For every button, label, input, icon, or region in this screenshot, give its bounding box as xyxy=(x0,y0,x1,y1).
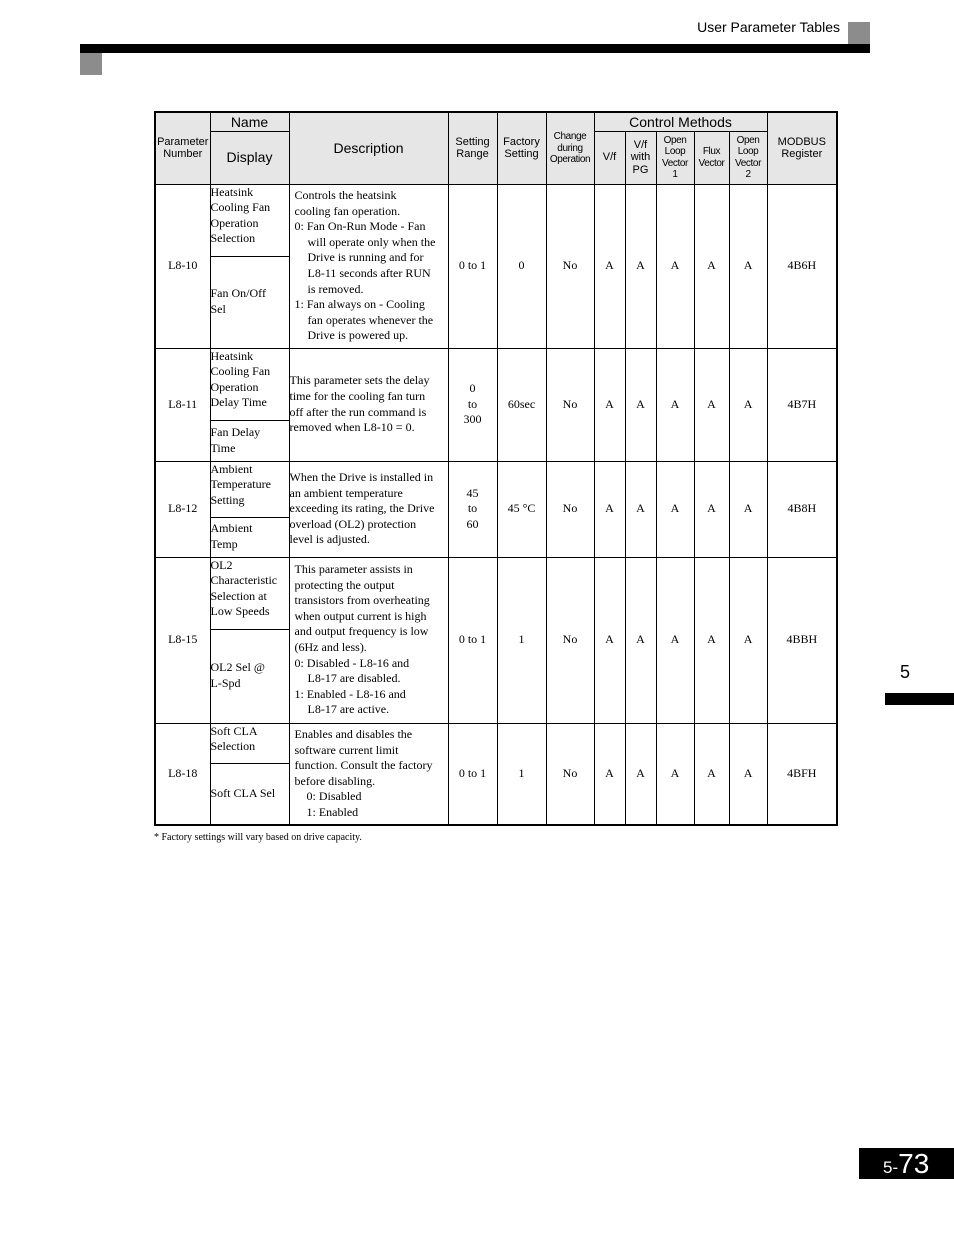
param-name: Heatsink Cooling Fan Operation Delay Time xyxy=(210,348,289,420)
control-method-vf-pg: A xyxy=(625,557,656,723)
modbus-register: 4B7H xyxy=(767,348,837,461)
control-method-vf-pg: A xyxy=(625,184,656,348)
control-method-olv1: A xyxy=(656,557,694,723)
change-during-operation: No xyxy=(546,461,594,557)
header-description: Description xyxy=(289,112,448,184)
control-method-olv1: A xyxy=(656,723,694,825)
modbus-register: 4BFH xyxy=(767,723,837,825)
setting-range: 45 to 60 xyxy=(448,461,497,557)
header-square-decoration xyxy=(848,22,870,44)
control-method-olv2: A xyxy=(729,461,767,557)
param-number: L8-11 xyxy=(155,348,210,461)
param-display: Fan Delay Time xyxy=(210,420,289,461)
control-method-olv2: A xyxy=(729,184,767,348)
param-number: L8-15 xyxy=(155,557,210,723)
header-factory-setting: Factory Setting xyxy=(497,112,546,184)
control-method-vf-pg: A xyxy=(625,348,656,461)
factory-setting: 45 °C xyxy=(497,461,546,557)
setting-range: 0 to 1 xyxy=(448,557,497,723)
control-method-vf: A xyxy=(594,184,625,348)
page-number xyxy=(859,1148,954,1179)
header-open-loop-vector-2: Open Loop Vector 2 xyxy=(729,131,767,184)
control-method-olv1: A xyxy=(656,184,694,348)
param-display: Fan On/Off Sel xyxy=(210,256,289,348)
header-vf: V/f xyxy=(594,131,625,184)
chapter-tab-number: 5 xyxy=(900,662,911,682)
param-name: Ambient Temperature Setting xyxy=(210,461,289,517)
page-header-title: User Parameter Tables xyxy=(697,19,840,35)
modbus-register: 4BBH xyxy=(767,557,837,723)
header-square-decoration xyxy=(80,53,102,75)
header-control-methods: Control Methods xyxy=(594,112,767,131)
param-display: Ambient Temp xyxy=(210,517,289,557)
setting-range: 0 to 300 xyxy=(448,348,497,461)
control-method-vf: A xyxy=(594,723,625,825)
control-method-olv2: A xyxy=(729,557,767,723)
chapter-tab-bar xyxy=(885,693,954,705)
modbus-register: 4B8H xyxy=(767,461,837,557)
control-method-flux: A xyxy=(694,348,729,461)
control-method-flux: A xyxy=(694,184,729,348)
control-method-vf: A xyxy=(594,461,625,557)
setting-range: 0 to 1 xyxy=(448,184,497,348)
param-name: OL2 Characteristic Selection at Low Speeds xyxy=(210,557,289,629)
change-during-operation: No xyxy=(546,557,594,723)
setting-range: 0 to 1 xyxy=(448,723,497,825)
header-modbus-register: MODBUS Register xyxy=(767,112,837,184)
control-method-flux: A xyxy=(694,557,729,723)
param-description: Controls the heatsink cooling fan operation. 0: Fan On-Run Mode - Fan will operate only when the Drive is running and for L8-11 seconds after RUN is removed. 1: Fan always on - Cooling fan operates whenever the Drive is powered up. xyxy=(289,184,448,348)
factory-setting: 1 xyxy=(497,723,546,825)
control-method-olv2: A xyxy=(729,348,767,461)
control-method-vf: A xyxy=(594,348,625,461)
param-description: This parameter sets the delay time for the cooling fan turn off after the run command is removed when L8-10 = 0. xyxy=(289,348,448,461)
param-description: When the Drive is installed in an ambient temperature exceeding its rating, the Drive overload (OL2) protection level is adjusted. xyxy=(289,461,448,557)
param-description: This parameter assists in protecting the output transistors from overheating when output current is high and output frequency is low (6Hz and less). 0: Disabled - L8-16 and L8-17 are disabled. 1: Enabled - L8-16 and L8-17 are active. xyxy=(289,557,448,723)
param-number: L8-18 xyxy=(155,723,210,825)
param-name: Heatsink Cooling Fan Operation Selection xyxy=(210,184,289,256)
param-display: OL2 Sel @ L-Spd xyxy=(210,629,289,723)
footnote: * Factory settings will vary based on drive capacity. xyxy=(154,832,362,843)
header-change-during-operation: Change during Operation xyxy=(546,112,594,184)
header-parameter-number: Parameter Number xyxy=(155,112,210,184)
modbus-register: 4B6H xyxy=(767,184,837,348)
param-description: Enables and disables the software current limit function. Consult the factory before disabling. 0: Disabled 1: Enabled xyxy=(289,723,448,825)
header-flux-vector: Flux Vector xyxy=(694,131,729,184)
control-method-flux: A xyxy=(694,723,729,825)
change-during-operation: No xyxy=(546,348,594,461)
header-name: Name xyxy=(210,112,289,131)
param-display: Soft CLA Sel xyxy=(210,763,289,825)
control-method-vf-pg: A xyxy=(625,461,656,557)
header-display: Display xyxy=(210,131,289,184)
control-method-olv2: A xyxy=(729,723,767,825)
control-method-flux: A xyxy=(694,461,729,557)
param-number: L8-10 xyxy=(155,184,210,348)
control-method-vf: A xyxy=(594,557,625,723)
header-rule xyxy=(80,44,870,53)
header-setting-range: Setting Range xyxy=(448,112,497,184)
param-number: L8-12 xyxy=(155,461,210,557)
control-method-olv1: A xyxy=(656,348,694,461)
factory-setting: 1 xyxy=(497,557,546,723)
factory-setting: 0 xyxy=(497,184,546,348)
page-number-value: 73 xyxy=(898,1148,930,1179)
change-during-operation: No xyxy=(546,723,594,825)
page-number-prefix: 5- xyxy=(883,1158,899,1177)
parameter-table xyxy=(154,111,838,826)
factory-setting: 60sec xyxy=(497,348,546,461)
header-vf-with-pg: V/f with PG xyxy=(625,131,656,184)
control-method-vf-pg: A xyxy=(625,723,656,825)
control-method-olv1: A xyxy=(656,461,694,557)
param-name: Soft CLA Selection xyxy=(210,723,289,763)
header-open-loop-vector-1: Open Loop Vector 1 xyxy=(656,131,694,184)
change-during-operation: No xyxy=(546,184,594,348)
